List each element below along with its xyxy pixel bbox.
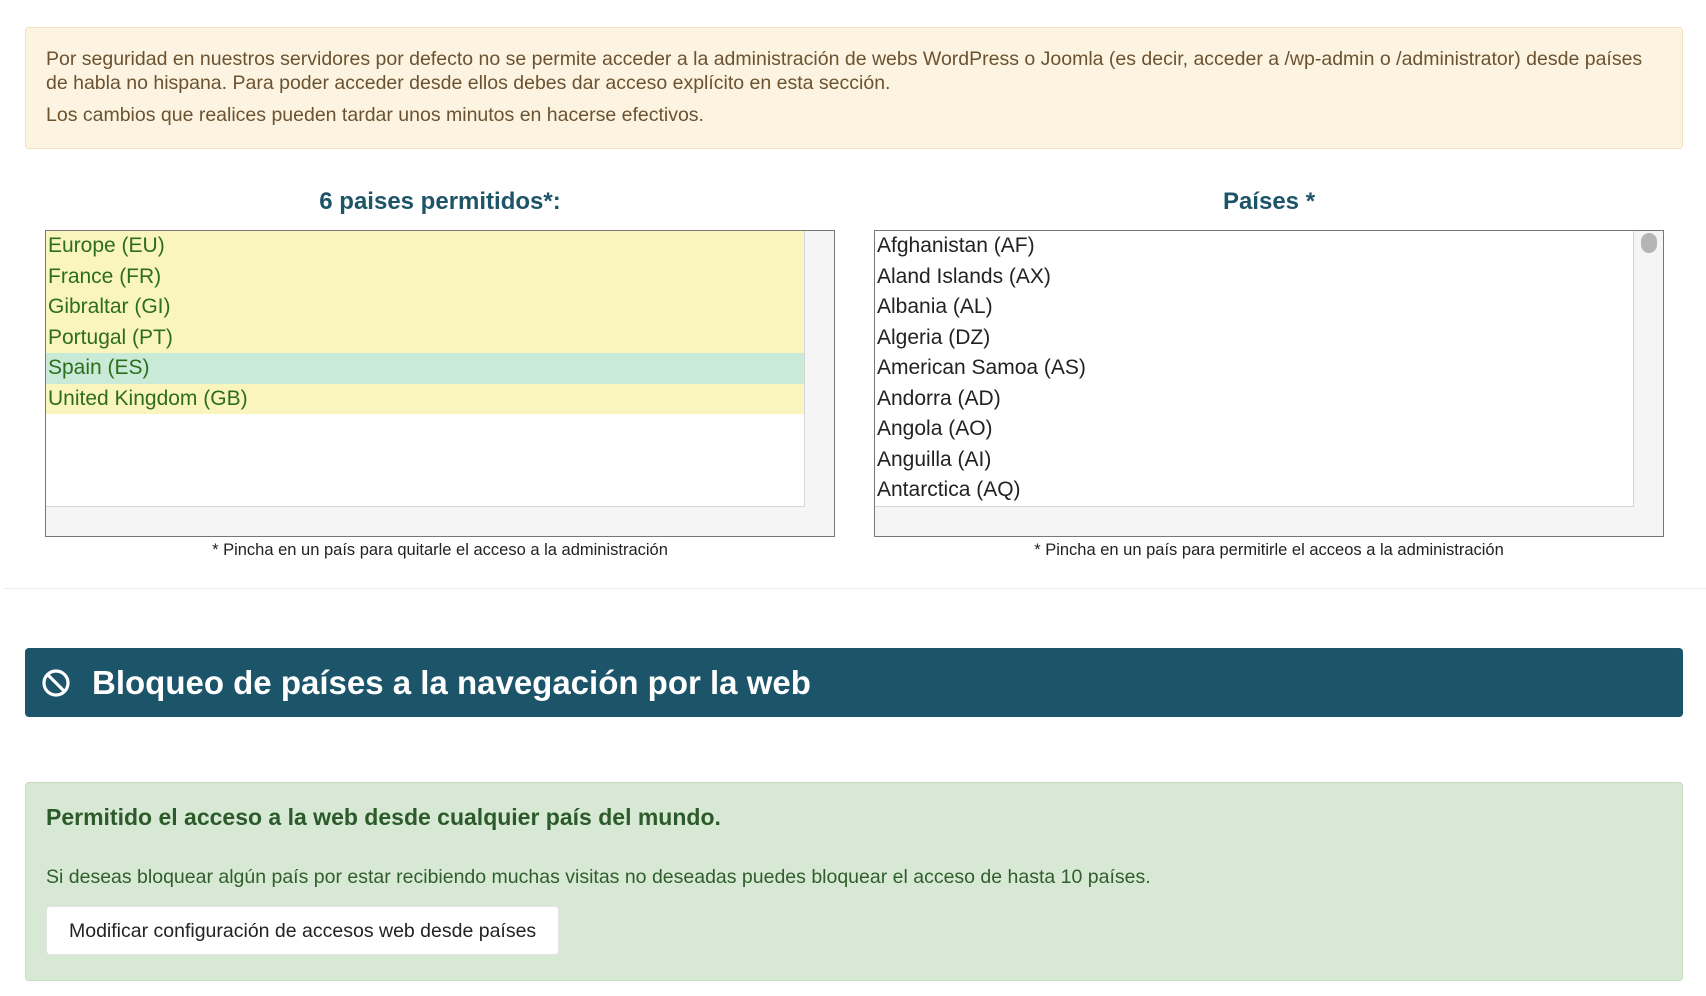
- allowed-country-option[interactable]: Gibraltar (GI): [46, 292, 804, 323]
- countries-column: [874, 184, 1664, 560]
- web-access-status: [25, 782, 1683, 981]
- country-option[interactable]: Aland Islands (AX): [877, 264, 1051, 288]
- section-divider: [4, 588, 1706, 589]
- security-notice: [25, 27, 1683, 149]
- countries-list-scrollbar[interactable]: [1634, 231, 1663, 507]
- country-option[interactable]: Algeria (DZ): [877, 325, 991, 349]
- country-option[interactable]: American Samoa (AS): [877, 356, 1086, 379]
- allowed-country-option[interactable]: United Kingdom (GB): [46, 384, 804, 415]
- allowed-list-scrollbar[interactable]: [805, 231, 834, 507]
- allowed-country-option[interactable]: Portugal (PT): [46, 323, 804, 354]
- web-block-header: [25, 648, 1683, 717]
- scrollbar-thumb[interactable]: [1641, 233, 1657, 253]
- ban-icon: [41, 668, 71, 698]
- countries-list[interactable]: [874, 230, 1664, 537]
- allowed-countries-title: 6 paises permitidos*:: [319, 188, 561, 215]
- country-option[interactable]: Angola (AO): [877, 417, 993, 440]
- country-option[interactable]: Afghanistan (AF): [877, 234, 1035, 257]
- allowed-country-option[interactable]: Europe (EU): [46, 231, 804, 262]
- countries-list-hint: * Pincha en un país para permitirle el acceos a la administración: [1034, 541, 1504, 559]
- country-option[interactable]: Antarctica (AQ): [877, 478, 1021, 501]
- allowed-country-option[interactable]: France (FR): [46, 262, 804, 293]
- countries-title: Países *: [1222, 188, 1316, 215]
- modify-web-access-button[interactable]: Modificar configuración de accesos web desde países: [46, 906, 559, 955]
- status-text: Si deseas bloquear algún país por estar recibiendo muchas visitas no deseadas puedes bloquear el acceso de hasta 10 países.: [46, 866, 1151, 888]
- allowed-countries-column: [45, 184, 835, 560]
- allowed-countries-list[interactable]: [45, 230, 835, 537]
- notice-text: Por seguridad en nuestros servidores por defecto no se permite acceder a la administración de webs WordPress o Joomla (es decir, acceder a /wp-admin o /administrator) desde países de habla no hispana. Para poder acceder desde ellos debes dar acceso explícito en esta sección.: [46, 48, 1643, 94]
- allowed-list-hint: * Pincha en un país para quitarle el acceso a la administración: [212, 541, 668, 559]
- country-option[interactable]: Albania (AL): [877, 295, 993, 318]
- allowed-country-option[interactable]: Spain (ES): [46, 353, 804, 384]
- country-option[interactable]: Anguilla (AI): [877, 447, 992, 471]
- country-option[interactable]: Andorra (AD): [877, 386, 1001, 410]
- web-block-title: Bloqueo de países a la navegación por la web: [92, 663, 811, 701]
- status-title: Permitido el acceso a la web desde cualquier país del mundo.: [46, 804, 721, 830]
- notice-delay-text: Los cambios que realices pueden tardar unos minutos en hacerse efectivos.: [46, 104, 704, 126]
